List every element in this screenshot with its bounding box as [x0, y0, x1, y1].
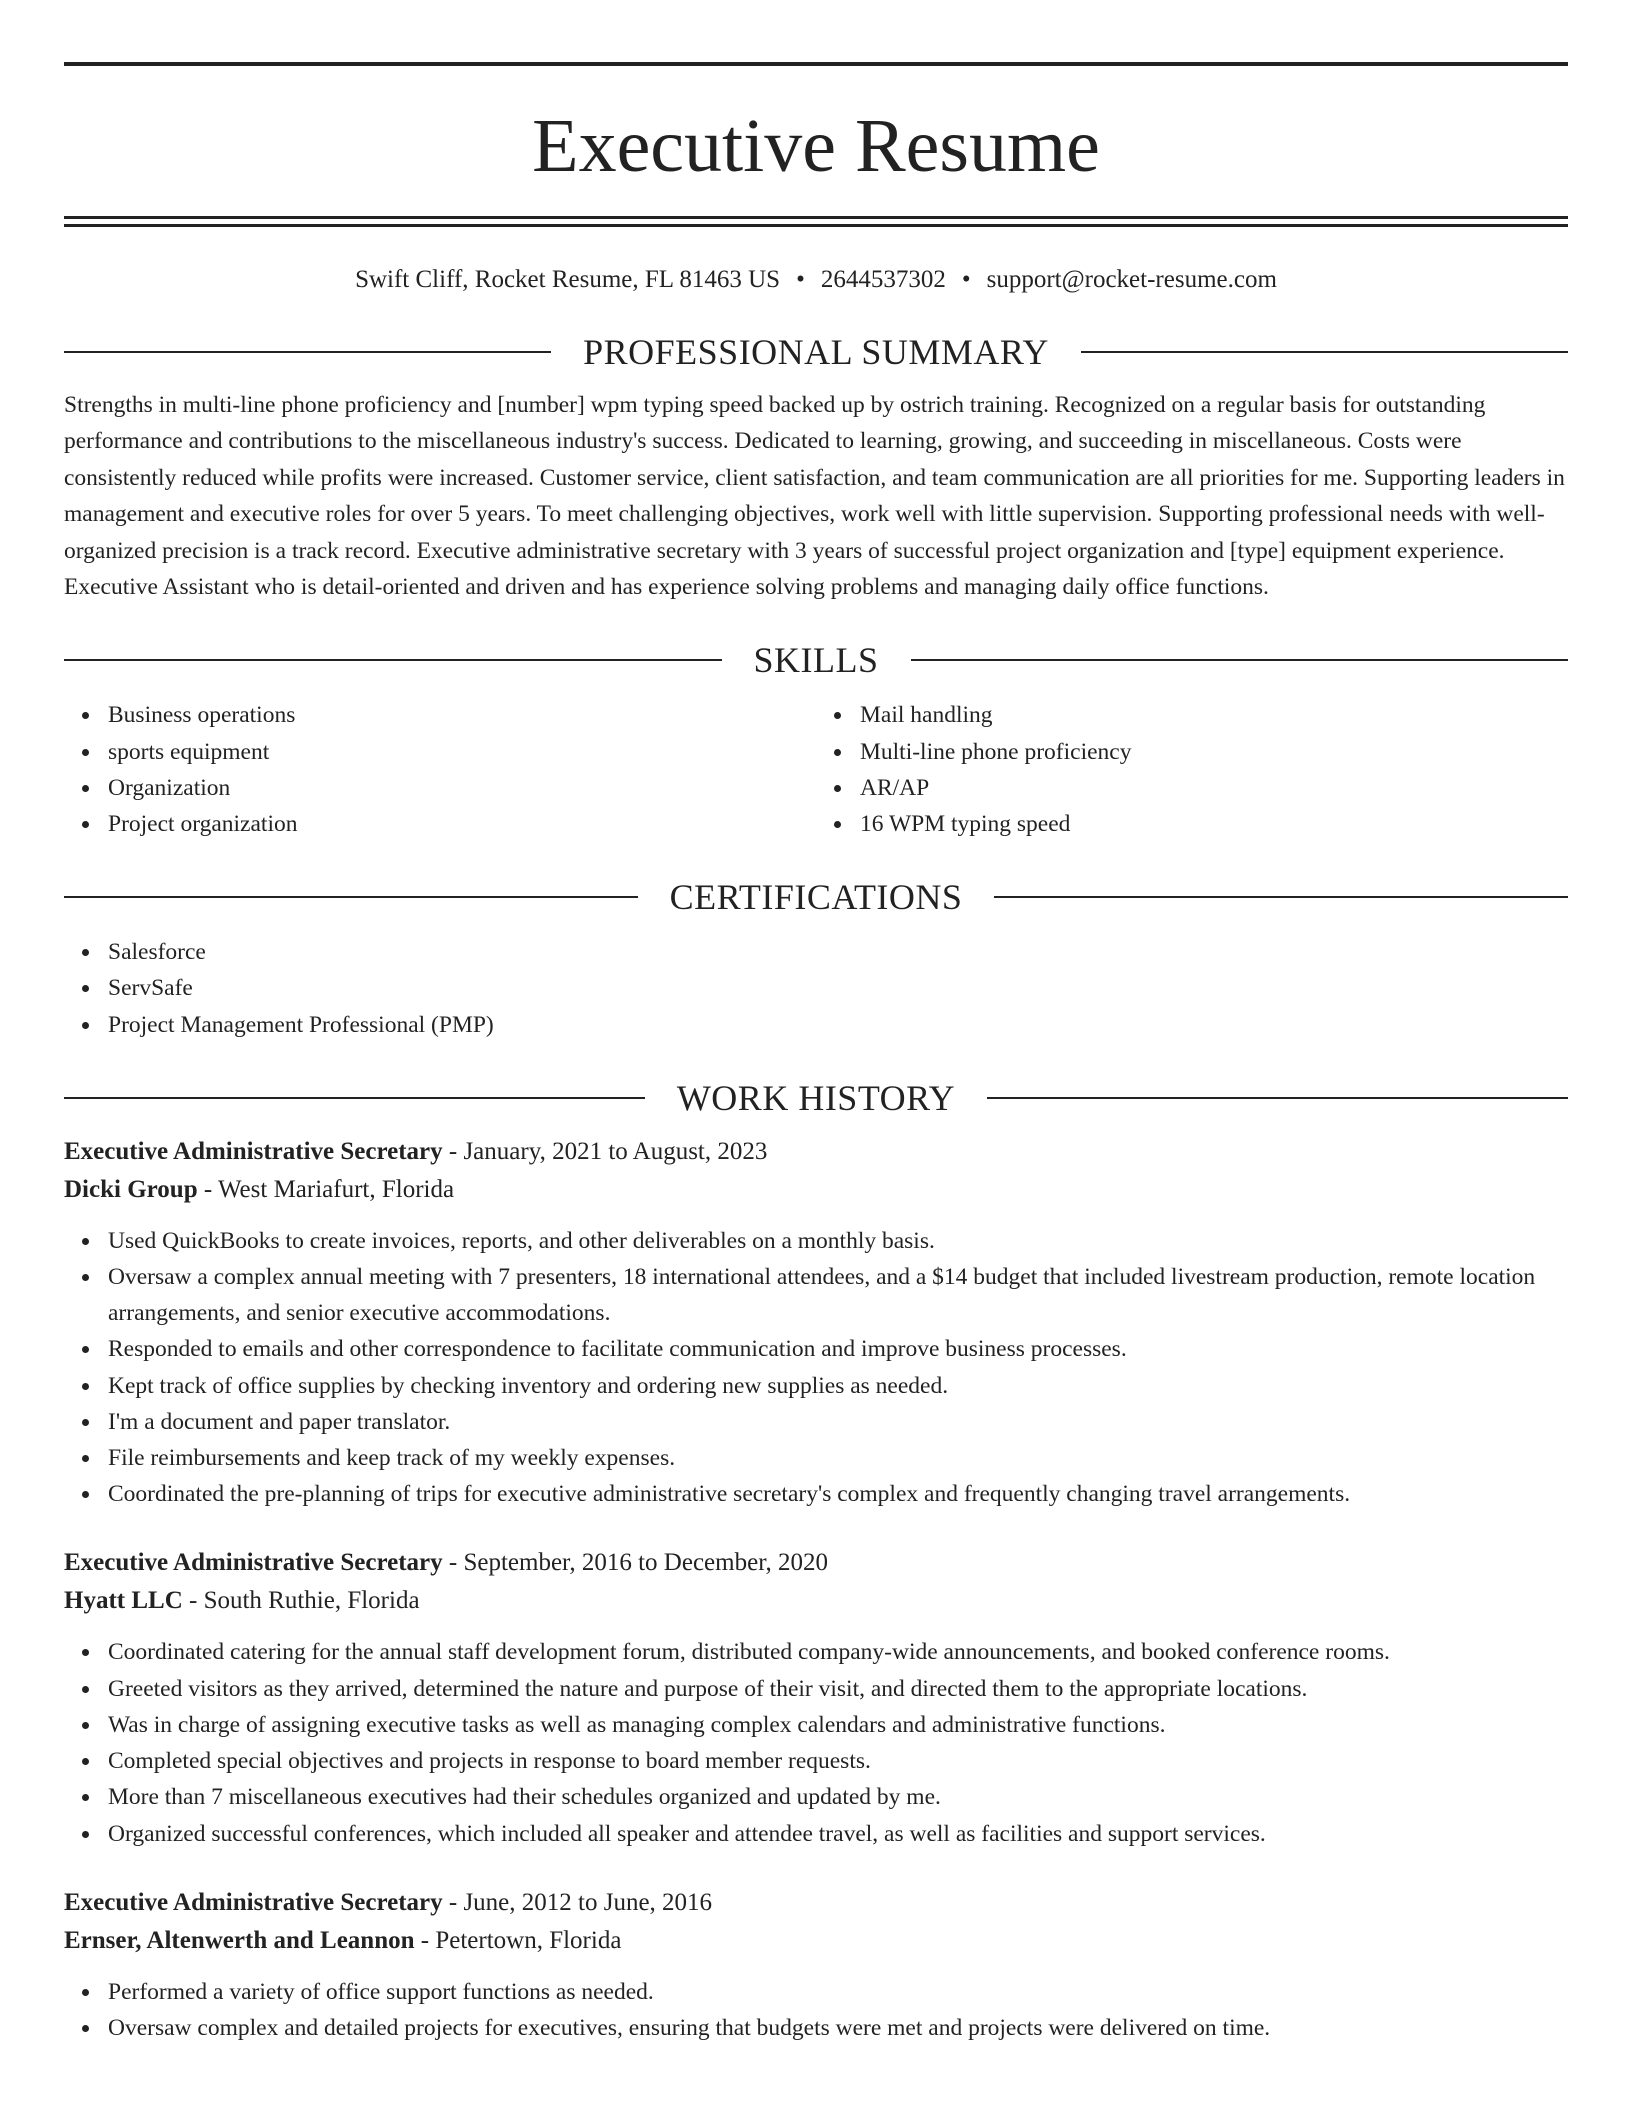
job-bullet: Used QuickBooks to create invoices, reports, and other deliverables on a monthly basis. — [108, 1223, 1568, 1259]
skill-item: Organization — [108, 770, 816, 806]
section-title: SKILLS — [753, 640, 879, 681]
summary-paragraph: Strengths in multi-line phone proficiency and [number] wpm typing speed backed up by ostrich training. Recognized on a regular basis for outstanding performance and contributions to the miscellaneous industry's success. Dedicated to learning, growing, and succeeding in miscellaneous. Costs were consistently reduced while profits were increased. Customer service, client satisfaction, and team communication are all priorities for me. Supporting leaders in management and executive roles for over 5 years. To meet challenging objectives, work well with little supervision. Supporting professional needs with well-organized precision is a track record. Executive administrative secretary with 3 years of successful project organization and [type] equipment experience. Executive Assistant who is detail-oriented and driven and has experience solving problems and managing daily office functions. — [64, 392, 1565, 601]
job-bullet: Oversaw complex and detailed projects for executives, ensuring that budgets were met and projects were delivered on time. — [108, 2010, 1568, 2046]
certifications-list — [64, 934, 1568, 1043]
job-entry — [64, 1133, 1568, 1513]
job-location: - West Mariafurt, Florida — [197, 1175, 455, 1203]
job-company-line — [64, 1922, 1568, 1960]
section-heading-work-history — [64, 1073, 1568, 1123]
heading-rule — [64, 896, 638, 898]
certification-item: Project Management Professional (PMP) — [108, 1007, 1568, 1043]
job-dates: - January, 2021 to August, 2023 — [442, 1137, 768, 1165]
contact-separator: • — [961, 266, 971, 293]
certification-item: Salesforce — [108, 934, 1568, 970]
job-bullet: More than 7 miscellaneous executives had their schedules organized and updated by me. — [108, 1779, 1568, 1815]
skill-item: AR/AP — [860, 770, 1568, 806]
contact-line — [64, 263, 1568, 297]
job-title-line — [64, 1544, 1568, 1582]
job-bullet: Coordinated catering for the annual staff development forum, distributed company-wide announcements, and booked conference rooms. — [108, 1634, 1568, 1670]
job-company-line — [64, 1582, 1568, 1620]
job-dates: - September, 2016 to December, 2020 — [442, 1549, 829, 1577]
resume-title: Executive Resume — [532, 104, 1100, 188]
skill-item: Project organization — [108, 806, 816, 842]
skill-item: 16 WPM typing speed — [860, 806, 1568, 842]
contact-address: Swift Cliff, Rocket Resume, FL 81463 US — [355, 266, 781, 293]
job-company: Dicki Group — [64, 1175, 198, 1203]
heading-rule — [64, 1097, 645, 1099]
job-company: Hyatt LLC — [64, 1587, 183, 1615]
heading-rule — [64, 351, 551, 353]
skills-list-right — [816, 697, 1568, 842]
job-title-line — [64, 1884, 1568, 1922]
job-bullet: Was in charge of assigning executive tasks as well as managing complex calendars and administrative functions. — [108, 1707, 1568, 1743]
heading-rule — [64, 659, 722, 661]
job-title: Executive Administrative Secretary — [64, 1549, 443, 1577]
title-double-rule — [64, 216, 1568, 227]
job-dates: - June, 2012 to June, 2016 — [442, 1888, 713, 1916]
job-bullet: File reimbursements and keep track of my weekly expenses. — [108, 1440, 1568, 1476]
section-title: CERTIFICATIONS — [669, 877, 963, 918]
section-title: PROFESSIONAL SUMMARY — [583, 332, 1049, 372]
contact-separator: • — [796, 266, 805, 293]
job-company-line — [64, 1171, 1568, 1209]
job-bullet: I'm a document and paper translator. — [108, 1404, 1568, 1440]
section-heading-certifications — [64, 872, 1568, 922]
job-bullets — [64, 1634, 1568, 1851]
job-company: Ernser, Altenwerth and Leannon — [64, 1926, 415, 1954]
job-entry — [64, 1884, 1568, 2046]
skills-list-left — [64, 697, 816, 842]
job-bullet: Kept track of office supplies by checking inventory and ordering new supplies as needed. — [108, 1368, 1568, 1404]
heading-rule — [987, 1097, 1568, 1099]
contact-email: support@rocket-resume.com — [986, 266, 1277, 293]
job-title: Executive Administrative Secretary — [64, 1137, 443, 1165]
job-title: Executive Administrative Secretary — [64, 1888, 443, 1916]
job-bullet: Responded to emails and other correspondence to facilitate communication and improve business processes. — [108, 1331, 1568, 1367]
skill-item: Mail handling — [860, 697, 1568, 733]
job-bullet: Coordinated the pre-planning of trips for executive administrative secretary's complex and frequently changing travel arrangements. — [108, 1476, 1568, 1512]
job-bullet: Completed special objectives and projects in response to board member requests. — [108, 1743, 1568, 1779]
job-location: - South Ruthie, Florida — [182, 1587, 420, 1615]
job-bullet: Performed a variety of office support functions as needed. — [108, 1974, 1568, 2010]
job-title-line — [64, 1133, 1568, 1171]
job-bullet: Organized successful conferences, which included all speaker and attendee travel, as well as facilities and support services. — [108, 1816, 1568, 1852]
contact-phone: 2644537302 — [820, 266, 946, 293]
skills-columns — [64, 697, 1568, 842]
top-rule — [64, 62, 1568, 66]
certification-item: ServSafe — [108, 970, 1568, 1006]
heading-rule — [911, 659, 1569, 661]
heading-rule — [994, 896, 1568, 898]
job-bullets — [64, 1974, 1568, 2046]
job-bullet: Oversaw a complex annual meeting with 7 presenters, 18 international attendees, and a $14 budget that included livestream production, remote location arrangements, and senior executive accommodations. — [108, 1259, 1568, 1331]
section-heading-skills — [64, 635, 1568, 685]
job-location: - Petertown, Florida — [414, 1926, 622, 1954]
heading-rule — [1081, 351, 1568, 353]
skill-item: sports equipment — [108, 734, 816, 770]
job-bullets — [64, 1223, 1568, 1513]
job-bullet: Greeted visitors as they arrived, determined the nature and purpose of their visit, and directed them to the appropriate locations. — [108, 1671, 1568, 1707]
skill-item: Business operations — [108, 697, 816, 733]
skill-item: Multi-line phone proficiency — [860, 734, 1568, 770]
section-heading-summary — [64, 327, 1568, 377]
job-entry — [64, 1544, 1568, 1851]
section-title: WORK HISTORY — [676, 1077, 956, 1118]
